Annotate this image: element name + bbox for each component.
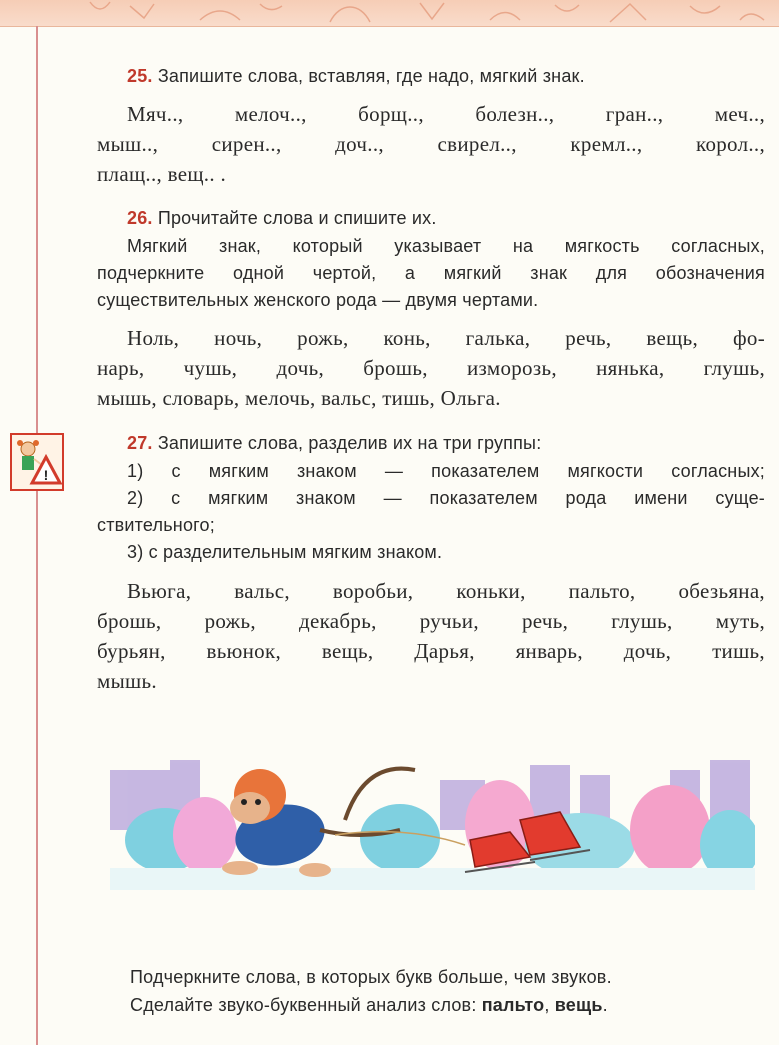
task-26-text-line-3: существительных женского рода — двумя чертами. (97, 290, 539, 310)
task-25-words-line-2: мыш.., сирен.., доч.., свирел.., кремл.., корол.., (97, 132, 765, 156)
task-26-heading (127, 208, 437, 229)
task-27-group-2-continued: ствительного; (97, 515, 215, 535)
monkey-with-skates-illustration (110, 760, 755, 890)
bottom-instruction-text: Сделайте звуко-буквенный анализ слов: (130, 995, 482, 1015)
task-26-words-line-3: мышь, словарь, мелочь, вальс, тишь, Ольга. (97, 386, 501, 410)
analysis-word-2: вещь (554, 995, 603, 1015)
task-26-text-line-1: Мягкий знак, который указывает на мягкость согласных, (127, 236, 765, 256)
svg-text:!: ! (43, 467, 49, 483)
task-27-heading (127, 433, 541, 454)
bottom-instruction-2 (130, 995, 770, 1016)
task-27-words-line-4: мышь. (97, 669, 157, 693)
end-punctuation: . (602, 995, 608, 1015)
task-instruction: Запишите слова, разделив их на три группы: (157, 433, 542, 453)
task-26-text-line-2: подчеркните одной чертой, а мягкий знак для обозначения (97, 263, 765, 283)
task-26-words-line-2: нарь, чушь, дочь, брошь, изморозь, нянька, глушь, (97, 356, 765, 380)
girl-with-warning-sign-icon (12, 435, 62, 489)
task-27-group-1: 1) с мягким знаком — показателем мягкости согласных; (127, 461, 765, 481)
task-27-words-line-3: бурьян, вьюнок, вещь, Дарья, январь, дочь, тишь, (97, 639, 765, 663)
task-instruction: Запишите слова, вставляя, где надо, мягкий знак. (157, 66, 585, 86)
task-27-group-3: 3) с разделительным мягким знаком. (127, 542, 443, 562)
analysis-word-1: пальто (481, 995, 545, 1015)
task-26-words-line-1: Ноль, ночь, рожь, конь, галька, речь, вещь, фо- (127, 326, 765, 350)
bottom-instruction-1: Подчеркните слова, в которых букв больше, чем звуков. (130, 967, 612, 987)
separator: , (544, 995, 555, 1015)
page-margin-line (36, 26, 38, 1045)
task-number: 25. (127, 66, 153, 86)
warning-badge (10, 433, 64, 491)
task-instruction: Прочитайте слова и спишите их. (157, 208, 437, 228)
task-25-words-line-1: Мяч.., мелоч.., борщ.., болезн.., гран.., меч.., (127, 102, 765, 126)
task-27-group-2: 2) с мягким знаком — показателем рода имени суще- (127, 488, 765, 508)
task-number: 26. (127, 208, 153, 228)
task-25-heading (127, 66, 585, 87)
task-27-words-line-2: брошь, рожь, декабрь, ручьи, речь, глушь, муть, (97, 609, 765, 633)
task-25-words-line-3: плащ.., вещ.. . (97, 162, 226, 186)
top-decorative-band (0, 0, 779, 27)
task-27-words-line-1: Вьюга, вальс, воробьи, коньки, пальто, обезьяна, (127, 579, 765, 603)
task-number: 27. (127, 433, 153, 453)
